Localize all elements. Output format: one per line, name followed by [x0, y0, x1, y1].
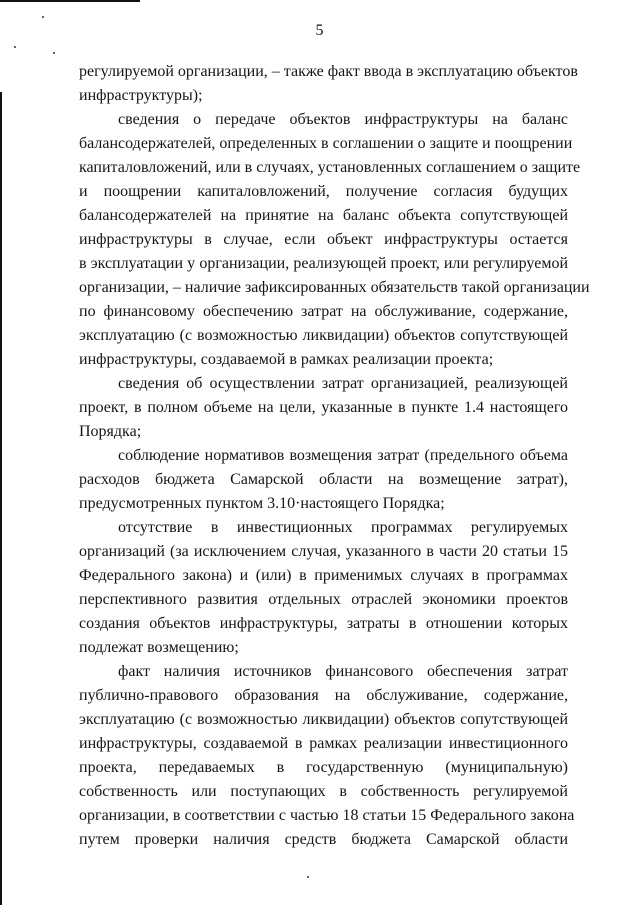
text-line: Порядка; [79, 423, 142, 440]
page-number: 5 [315, 22, 324, 39]
text-line: путем проверки наличия средств бюджета Самарской области [79, 831, 568, 848]
text-line: регулируемой организации, – также факт ввода в эксплуатацию объектов [79, 63, 578, 80]
text-line: в эксплуатации у организации, реализующей проект, или регулируемой [79, 255, 568, 272]
text-line: и поощрении капиталовложений, получение согласия будущих [79, 183, 568, 200]
text-line: сведения об осуществлении затрат организацией, реализующей [118, 375, 568, 392]
text-line: предусмотренных пунктом 3.10·настоящего Порядка; [79, 495, 445, 512]
scan-left-edge-bar [0, 92, 2, 905]
text-line: собственность или поступающих в собственность регулируемой [79, 783, 568, 800]
text-line: капиталовложений, или в случаях, установленных соглашением о защите [79, 159, 581, 176]
text-line: балансодержателей на принятие на баланс объекта сопутствующей [79, 207, 568, 224]
text-line: отсутствие в инвестиционных программах регулируемых [118, 519, 568, 536]
text-line: расходов бюджета Самарской области на возмещение затрат), [79, 471, 568, 488]
text-line: создания объектов инфраструктуры, затраты в отношении которых [79, 615, 568, 632]
text-line: организации, – наличие зафиксированных обязательств такой организации [79, 279, 590, 296]
text-line: эксплуатацию (с возможностью ликвидации) объектов сопутствующей [79, 327, 568, 344]
scan-speck [14, 46, 16, 48]
text-line: балансодержателей, определенных в соглашении о защите и поощрении [79, 135, 573, 152]
document-body [79, 60, 590, 852]
text-line: эксплуатацию (с возможностью ликвидации) объектов сопутствующей [79, 711, 568, 728]
text-line: организации, в соответствии с частью 18 статьи 15 Федерального закона [79, 807, 575, 824]
text-line: инфраструктуры, создаваемой в рамках реализации проекта; [79, 351, 494, 368]
text-line: перспективного развития отдельных отраслей экономики проектов [79, 591, 568, 608]
text-line: Федерального закона) и (или) в применимых случаях в программах [79, 567, 568, 584]
text-line: публично-правового образования на обслуживание, содержание, [79, 687, 568, 704]
text-line: факт наличия источников финансового обеспечения затрат [118, 663, 568, 680]
text-line: инфраструктуры); [79, 87, 203, 104]
scan-top-edge-line [0, 0, 140, 2]
text-line: инфраструктуры в случае, если объект инфраструктуры остается [79, 231, 568, 248]
text-line: проект, в полном объеме на цели, указанные в пункте 1.4 настоящего [79, 399, 568, 416]
text-line: соблюдение нормативов возмещения затрат (предельного объема [118, 447, 568, 464]
scan-speck [42, 16, 44, 18]
text-line: проекта, передаваемых в государственную (муниципальную) [79, 759, 568, 776]
text-line: сведения о передаче объектов инфраструктуры на баланс [118, 111, 568, 128]
scan-speck [53, 52, 55, 54]
text-line: инфраструктуры, создаваемой в рамках реализации инвестиционного [79, 735, 568, 752]
text-line: организаций (за исключением случая, указанного в части 20 статьи 15 [79, 543, 568, 560]
text-line: по финансовому обеспечению затрат на обслуживание, содержание, [79, 303, 568, 320]
text-line: подлежат возмещению; [79, 639, 239, 656]
scan-speck [307, 876, 309, 878]
